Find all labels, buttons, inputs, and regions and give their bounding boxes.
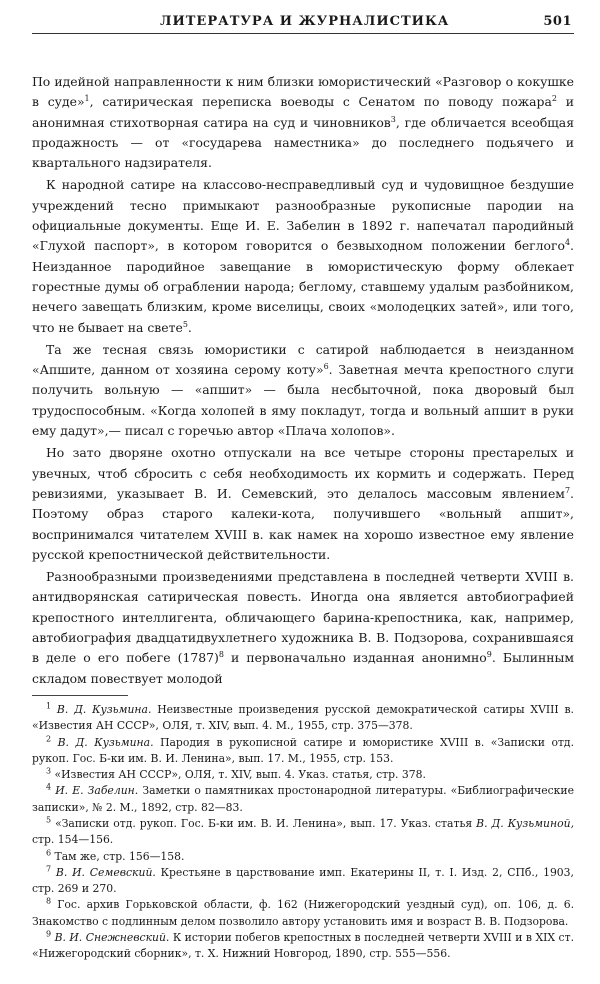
text-segment: . Былинным складом повествует молодой [32,650,574,686]
footnote-ref[interactable]: 6 [323,362,329,372]
footnote-text: Там же, стр. 156—158. [54,849,185,863]
footnote-ref[interactable]: 1 [84,94,90,104]
footnotes [32,702,574,963]
footnote [32,865,574,898]
footnote [32,816,574,849]
footnote-number: 9 [46,929,52,939]
footnote-text: Заметки о памятниках простонародной литературы. «Библиографические записки», № 2. М., 1892, стр. 82—83. [32,784,574,814]
text-segment: Но зато дворяне охотно отпускали на все четыре стороны престарелых и увечных, чтоб сбросить с себя необходимость их кормить и содержать. Перед ревизиями, указывает В. И. Семевский, это делалось массовым явлением [32,445,574,501]
footnote-text: Пародия в рукописной сатире и юмористике XVIII в. «Записки отд. рукоп. Гос. Б-ки им. В. И. Ленина», вып. 17. М., 1955, стр. 153. [32,735,575,765]
footnote [32,897,574,930]
footnote-author: И. Е. Забелин. [55,784,139,798]
text-segment: . Неизданное пародийное завещание в юмористическую форму облекает горестные думы об ограблении народа; беглому, ставшему удалым разбойником, нечего завещать близким, кроме виселицы, своих «молодецких затей», или того, что не бывает на свете [32,238,574,335]
text-segment: Разнообразными произведениями представлена в последней четверти XVIII в. антидворянская сатирическая повесть. Иногда она является автобиографией крепостного интеллигента, обличающего барина-крепостника, как, например, автобиография двадцатидвухлетнего художника В. В. Подзорова, сохранившаяся в деле о его побеге (1787) [32,569,574,666]
footnote-number: 8 [46,896,52,906]
footnote [32,767,574,783]
text-segment: и первоначально изданная анонимно [223,650,487,666]
text-segment: По идейной направленности к ним близки юмористический «Разговор о кокушке в суде» [32,74,574,110]
footnote [32,930,574,963]
footnote [32,783,574,816]
text-segment: К народной сатире на классово-несправедливый суд и чудовищное бездушие учреждений тесно примыкают разнообразные рукописные пародии на официальные документы. Еще И. Е. Забелин в 1892 г. напечатал пародийный «Глухой паспорт», в котором говорится о безвыходном положении беглого [32,177,574,254]
text-segment: , сатирическая переписка воеводы с Сенатом по поводу пожара [89,94,552,110]
footnote-ref[interactable]: 5 [182,319,188,329]
page-number: 501 [543,14,572,29]
running-head [32,14,574,34]
footnote-number: 2 [46,733,52,743]
footnote-ref[interactable]: 8 [218,650,224,660]
text-segment: , где обличается всеобщая продажность — от «государева наместника» до последнего подьячего и квартального надзирателя. [32,114,575,171]
footnote-ref[interactable]: 3 [390,114,396,124]
running-title: ЛИТЕРАТУРА И ЖУРНАЛИСТИКА [159,14,450,29]
footnote-author: В. Д. Кузьмина. [57,735,154,749]
body-text [32,72,574,689]
paragraph [32,567,574,689]
text-segment: . Поэтому образ старого калеки-кота, получившего «вольный апшит», воспринимался читателем XVIII в. как намек на хорошо известное ему явление русской крепостнической действительности. [32,485,574,562]
text-segment: и анонимная стихотворная сатира на суд и чиновников [32,94,575,130]
footnote-author: В. И. Снежневский. [54,931,170,945]
text-segment: . [187,319,192,335]
footnote-number: 4 [46,782,52,792]
paragraph [32,175,574,337]
footnote [32,702,574,735]
footnote-number: 1 [46,701,52,711]
text-segment: . Заветная мечта крепостного слуги получить вольную — «апшит» — была несбыточной, пока дворовый был трудоспособным. «Когда холопей в яму покладут, тогда и вольный апшит в руки ему дадут»,— писал с горечью автор «Плача холопов». [32,362,575,439]
footnote-text: «Известия АН СССР», ОЛЯ, т. XIV, вып. 4. Указ. статья, стр. 378. [54,768,426,782]
paragraph [32,340,574,441]
footnote-number: 7 [46,864,52,874]
footnote-number: 5 [46,815,52,825]
footnote-author: В. Д. Кузьмина. [56,702,152,716]
text-segment: Та же тесная связь юмористики с сатирой наблюдается в неизданном «Апшите, данном от хозяина серому коту» [32,341,574,378]
footnote-text: стр. 154—156. [32,833,114,847]
footnote-text: Крестьяне в царствование имп. Екатерины II, т. I. Изд. 2, СПб., 1903, стр. 269 и 270. [32,865,574,896]
footnote-author: В. Д. Кузьминой, [476,816,574,830]
footnote-ref[interactable]: 7 [564,485,571,495]
footnote-ref[interactable]: 9 [486,650,492,660]
footnote-rule [32,695,128,696]
footnote-ref[interactable]: 2 [551,94,557,104]
paragraph [32,443,574,565]
footnote-text: Гос. архив Горьковской области, ф. 162 (Нижегородский уездный суд), оп. 106, д. 6. Знакомство с подлинным делом позволило автору установить имя и возраст В. В. Подзорова. [32,898,574,928]
footnote [32,735,574,768]
footnote-text: Неизвестные произведения русской демократической сатиры XVIII в. «Известия АН СССР», ОЛЯ, т. XIV, вып. 4. М., 1955, стр. 375—378. [32,702,574,733]
footnote-text: К истории побегов крепостных в последней четверти XVIII и в XIX ст. «Нижегородский сборник», т. X. Нижний Новгород, 1890, стр. 555—556. [32,931,574,961]
footnote [32,849,574,865]
footnote-text: «Записки отд. рукоп. Гос. Б-ки им. В. И. Ленина», вып. 17. Указ. статья [55,816,473,830]
footnote-author: В. И. Семевский. [55,865,156,879]
paragraph [32,72,574,173]
footnote-number: 3 [46,766,52,776]
footnote-ref[interactable]: 4 [564,238,571,248]
footnote-number: 6 [46,847,52,857]
